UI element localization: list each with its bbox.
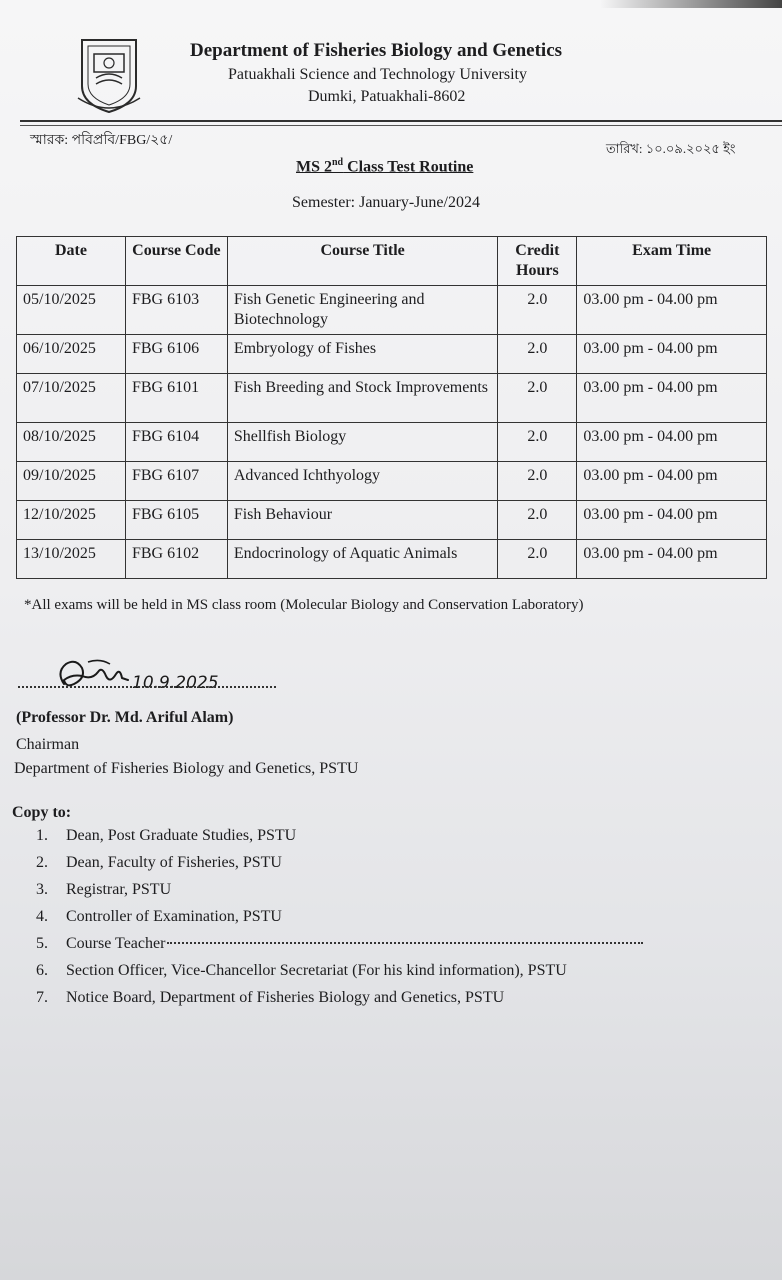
copy-to-number: 5. (36, 935, 48, 952)
cell-title: Endocrinology of Aquatic Animals (227, 540, 498, 579)
routine-table (16, 236, 767, 579)
copy-to-text: Section Officer, Vice-Chancellor Secretariat (For his kind information), PSTU (66, 962, 567, 979)
cell-code: FBG 6105 (125, 501, 227, 540)
copy-to-number: 1. (36, 827, 48, 844)
cell-title: Fish Behaviour (227, 501, 498, 540)
cell-date: 08/10/2025 (17, 423, 126, 462)
university-address: Dumki, Patuakhali-8602 (308, 88, 466, 105)
cell-title: Fish Breeding and Stock Improvements (227, 374, 498, 423)
copy-to-number: 7. (36, 989, 48, 1006)
cell-title: Shellfish Biology (227, 423, 498, 462)
header-date: Date (17, 237, 126, 286)
copy-to-item (36, 822, 643, 849)
signature-line (18, 686, 276, 688)
cell-code: FBG 6103 (125, 286, 227, 335)
header-course-code: Course Code (125, 237, 227, 286)
header-rule-thin (20, 125, 782, 126)
routine-title-prefix: MS 2 (296, 158, 332, 176)
handwritten-signature (52, 654, 242, 696)
cell-credit: 2.0 (498, 423, 577, 462)
cell-credit: 2.0 (498, 286, 577, 335)
table-row (17, 423, 767, 462)
copy-to-list (36, 822, 643, 1011)
copy-to-item (36, 849, 643, 876)
cell-date: 13/10/2025 (17, 540, 126, 579)
copy-to-number: 4. (36, 908, 48, 925)
copy-to-item (36, 903, 643, 930)
copy-to-number: 3. (36, 881, 48, 898)
cell-time: 03.00 pm - 04.00 pm (577, 286, 767, 335)
header-course-title: Course Title (227, 237, 498, 286)
routine-title (296, 157, 473, 176)
cell-time: 03.00 pm - 04.00 pm (577, 540, 767, 579)
copy-to-text: Controller of Examination, PSTU (66, 908, 282, 925)
routine-title-ordinal: nd (332, 157, 344, 168)
header-credit-hours: Credit Hours (498, 237, 577, 286)
copy-to-text: Dean, Post Graduate Studies, PSTU (66, 827, 297, 844)
copy-to-item (36, 984, 643, 1011)
cell-date: 07/10/2025 (17, 374, 126, 423)
signer-department: Department of Fisheries Biology and Genetics, PSTU (14, 760, 359, 777)
header-rule (20, 120, 782, 122)
copy-to-text: Notice Board, Department of Fisheries Biology and Genetics, PSTU (66, 989, 505, 1006)
university-name: Patuakhali Science and Technology University (228, 66, 527, 83)
signature-date: 10.9.2025 (132, 673, 219, 693)
copy-to-text: Course Teacher (66, 935, 166, 952)
cell-time: 03.00 pm - 04.00 pm (577, 501, 767, 540)
cell-time: 03.00 pm - 04.00 pm (577, 462, 767, 501)
cell-code: FBG 6107 (125, 462, 227, 501)
cell-date: 06/10/2025 (17, 335, 126, 374)
cell-date: 05/10/2025 (17, 286, 126, 335)
copy-to-heading: Copy to: (12, 804, 72, 821)
cell-credit: 2.0 (498, 462, 577, 501)
cell-title: Fish Genetic Engineering and Biotechnology (227, 286, 498, 335)
table-row (17, 286, 767, 335)
university-seal-icon (74, 34, 144, 114)
cell-time: 03.00 pm - 04.00 pm (577, 374, 767, 423)
copy-to-item (36, 957, 643, 984)
table-row (17, 540, 767, 579)
exam-venue-note: *All exams will be held in MS class room (Molecular Biology and Conservation Laboratory) (24, 597, 584, 613)
signer-role: Chairman (16, 736, 80, 753)
cell-time: 03.00 pm - 04.00 pm (577, 335, 767, 374)
table-header-row (17, 237, 767, 286)
table-row (17, 462, 767, 501)
cell-credit: 2.0 (498, 501, 577, 540)
fill-in-dotted-line (167, 942, 643, 944)
copy-to-item (36, 876, 643, 903)
header-exam-time: Exam Time (577, 237, 767, 286)
cell-date: 12/10/2025 (17, 501, 126, 540)
copy-to-number: 2. (36, 854, 48, 871)
table-row (17, 501, 767, 540)
cell-credit: 2.0 (498, 540, 577, 579)
memo-reference: স্মারক: পবিপ্রবি/FBG/২৫/ (30, 133, 173, 148)
cell-date: 09/10/2025 (17, 462, 126, 501)
cell-code: FBG 6104 (125, 423, 227, 462)
memo-date: তারিখ: ১০.০৯.২০২৫ ইং (606, 141, 736, 156)
copy-to-number: 6. (36, 962, 48, 979)
cell-code: FBG 6106 (125, 335, 227, 374)
cell-code: FBG 6102 (125, 540, 227, 579)
cell-title: Advanced Ichthyology (227, 462, 498, 501)
signer-name: (Professor Dr. Md. Ariful Alam) (16, 709, 234, 726)
copy-to-text: Registrar, PSTU (66, 881, 172, 898)
cell-time: 03.00 pm - 04.00 pm (577, 423, 767, 462)
cell-title: Embryology of Fishes (227, 335, 498, 374)
table-row (17, 374, 767, 423)
copy-to-item (36, 930, 643, 957)
paper-edge-shadow (600, 0, 782, 8)
cell-credit: 2.0 (498, 374, 577, 423)
department-title: Department of Fisheries Biology and Genetics (190, 40, 563, 61)
routine-title-suffix: Class Test Routine (343, 158, 474, 176)
cell-code: FBG 6101 (125, 374, 227, 423)
semester-line: Semester: January-June/2024 (292, 194, 480, 211)
copy-to-text: Dean, Faculty of Fisheries, PSTU (66, 854, 282, 871)
cell-credit: 2.0 (498, 335, 577, 374)
table-row (17, 335, 767, 374)
